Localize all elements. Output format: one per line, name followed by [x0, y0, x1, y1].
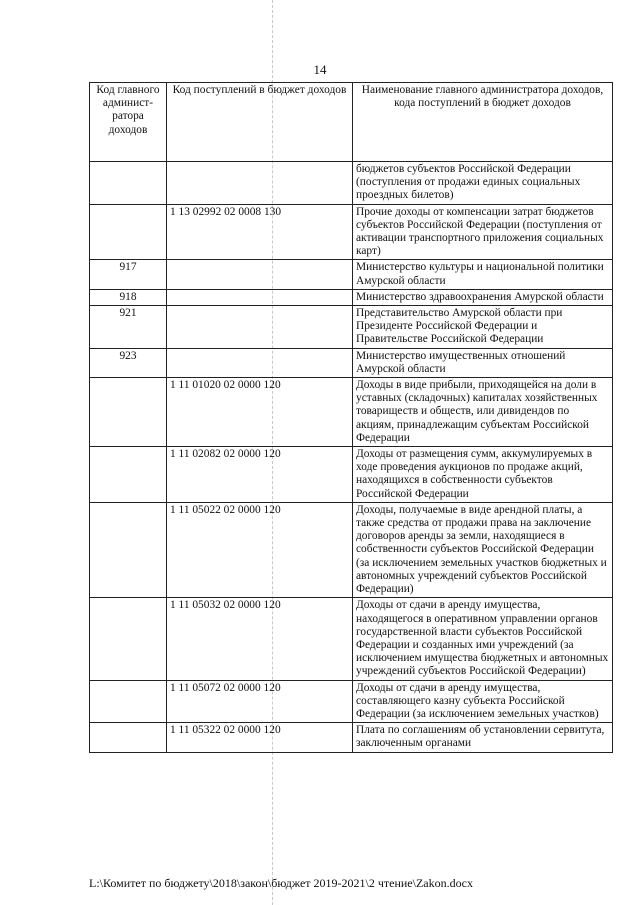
table-header-row — [90, 83, 613, 162]
table-row — [90, 598, 613, 680]
table-row — [90, 289, 613, 305]
table-row — [90, 502, 613, 597]
revenue-code-cell — [167, 306, 353, 349]
admin-code-cell — [90, 447, 167, 503]
table-row — [90, 162, 613, 205]
admin-code-cell: 921 — [90, 306, 167, 349]
revenue-code-cell: 1 11 05322 02 0000 120 — [167, 723, 353, 752]
table-row — [90, 723, 613, 752]
header-name: Наименование главного администратора доходов, кода поступлений в бюджет доходов — [353, 83, 613, 162]
table-row — [90, 306, 613, 349]
name-cell: Министерство культуры и национальной политики Амурской области — [353, 260, 613, 289]
revenue-code-cell: 1 11 05022 02 0000 120 — [167, 502, 353, 597]
name-cell: Министерство имущественных отношений Амурской области — [353, 348, 613, 377]
name-cell: Министерство здравоохранения Амурской области — [353, 289, 613, 305]
admin-code-cell — [90, 502, 167, 597]
name-cell: бюджетов субъектов Российской Федерации (поступления от продажи единых социальных проездных билетов) — [353, 162, 613, 205]
name-cell: Прочие доходы от компенсации затрат бюджетов субъектов Российской Федерации (поступления от активации транспортного приложения социальных карт) — [353, 204, 613, 260]
revenue-code-cell: 1 13 02992 02 0008 130 — [167, 204, 353, 260]
name-cell: Доходы от размещения сумм, аккумулируемых в ходе проведения аукционов по продаже акций, находящихся в собственности субъектов Российской Федерации — [353, 447, 613, 503]
revenue-code-cell — [167, 260, 353, 289]
name-cell: Доходы от сдачи в аренду имущества, составляющего казну субъекта Российской Федерации (за исключением земельных участков) — [353, 680, 613, 723]
file-path-footer: L:\Комитет по бюджету\2018\закон\бюджет 2019-2021\2 чтение\Zakon.docx — [89, 876, 473, 890]
revenue-codes-table — [89, 82, 613, 753]
revenue-code-cell: 1 11 02082 02 0000 120 — [167, 447, 353, 503]
revenue-code-cell — [167, 162, 353, 205]
header-revenue-code: Код поступлений в бюджет доходов — [167, 83, 353, 162]
table-row — [90, 204, 613, 260]
table-row — [90, 260, 613, 289]
admin-code-cell — [90, 680, 167, 723]
revenue-code-cell — [167, 289, 353, 305]
revenue-code-cell: 1 11 05032 02 0000 120 — [167, 598, 353, 680]
table-row — [90, 378, 613, 447]
revenue-code-cell: 1 11 05072 02 0000 120 — [167, 680, 353, 723]
revenue-code-cell — [167, 348, 353, 377]
admin-code-cell: 918 — [90, 289, 167, 305]
admin-code-cell — [90, 598, 167, 680]
admin-code-cell: 917 — [90, 260, 167, 289]
name-cell: Плата по соглашениям об установлении сервитута, заключенным органами — [353, 723, 613, 752]
name-cell: Представительство Амурской области при Президенте Российской Федерации и Правительстве Российской Федерации — [353, 306, 613, 349]
admin-code-cell — [90, 204, 167, 260]
admin-code-cell — [90, 378, 167, 447]
table-row — [90, 447, 613, 503]
admin-code-cell — [90, 162, 167, 205]
header-admin-code: Код главного админист-ратора доходов — [90, 83, 167, 162]
table-row — [90, 680, 613, 723]
admin-code-cell: 923 — [90, 348, 167, 377]
page-number: 14 — [313, 62, 327, 77]
name-cell: Доходы в виде прибыли, приходящейся на доли в уставных (складочных) капиталах хозяйственных товариществ и обществ, или дивидендов по акциям, принадлежащим субъектам Российской Федерации — [353, 378, 613, 447]
revenue-code-cell: 1 11 01020 02 0000 120 — [167, 378, 353, 447]
admin-code-cell — [90, 723, 167, 752]
name-cell: Доходы от сдачи в аренду имущества, находящегося в оперативном управлении органов государственной власти субъектов Российской Федерации и созданных ими учреждений (за исключением имущества бюджетных и автономных учреждений субъектов Российской Федерации) — [353, 598, 613, 680]
table-row — [90, 348, 613, 377]
name-cell: Доходы, получаемые в виде арендной платы, а также средства от продажи права на заключение договоров аренды за земли, находящиеся в собственности субъектов Российской Федерации (за исключением земельных участков бюджетных и автономных учреждений субъектов Российской Федерации) — [353, 502, 613, 597]
